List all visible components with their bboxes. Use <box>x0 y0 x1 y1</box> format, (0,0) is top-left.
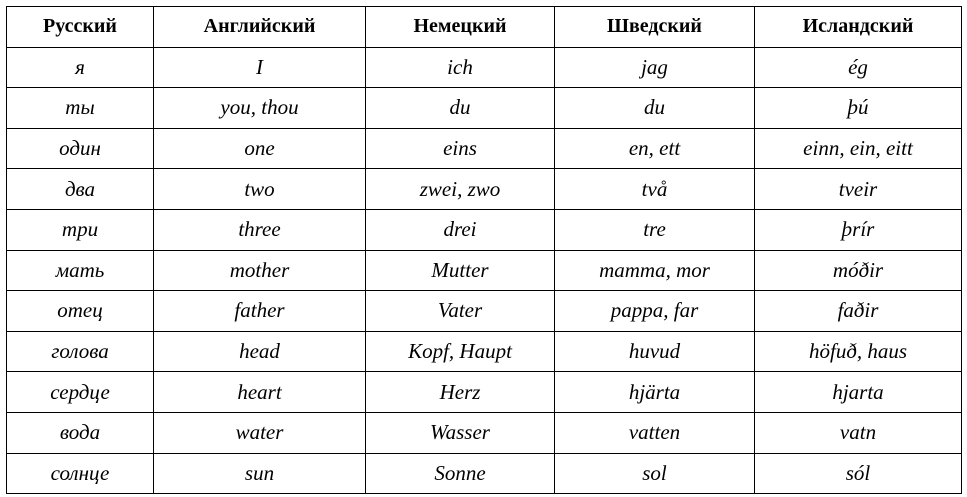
cell-english: I <box>154 47 366 88</box>
word-comparison-table-container <box>6 6 961 494</box>
cell-swedish: du <box>555 88 755 129</box>
cell-english: father <box>154 291 366 332</box>
cell-icelandic: móðir <box>755 250 962 291</box>
cell-german: ich <box>366 47 555 88</box>
cell-russian: вода <box>7 412 154 453</box>
cell-icelandic: hjarta <box>755 372 962 413</box>
cell-russian: три <box>7 209 154 250</box>
cell-swedish: pappa, far <box>555 291 755 332</box>
cell-swedish: huvud <box>555 331 755 372</box>
cell-german: zwei, zwo <box>366 169 555 210</box>
cell-russian: один <box>7 128 154 169</box>
cell-icelandic: faðir <box>755 291 962 332</box>
cell-german: Herz <box>366 372 555 413</box>
header-icelandic: Исландский <box>755 7 962 48</box>
table-row <box>7 372 962 413</box>
table-row <box>7 331 962 372</box>
cell-russian: сердце <box>7 372 154 413</box>
cell-english: heart <box>154 372 366 413</box>
cell-german: eins <box>366 128 555 169</box>
table-row <box>7 250 962 291</box>
cell-russian: голова <box>7 331 154 372</box>
header-swedish: Шведский <box>555 7 755 48</box>
cell-icelandic: vatn <box>755 412 962 453</box>
table-body <box>7 47 962 494</box>
cell-english: water <box>154 412 366 453</box>
table-row <box>7 453 962 494</box>
cell-russian: отец <box>7 291 154 332</box>
cell-german: Wasser <box>366 412 555 453</box>
header-english: Английский <box>154 7 366 48</box>
cell-german: Sonne <box>366 453 555 494</box>
table-row <box>7 47 962 88</box>
cell-german: du <box>366 88 555 129</box>
cell-icelandic: þrír <box>755 209 962 250</box>
cell-icelandic: einn, ein, eitt <box>755 128 962 169</box>
cell-swedish: två <box>555 169 755 210</box>
table-row <box>7 412 962 453</box>
cell-swedish: sol <box>555 453 755 494</box>
table-header <box>7 7 962 48</box>
table-row <box>7 209 962 250</box>
header-row <box>7 7 962 48</box>
cell-swedish: vatten <box>555 412 755 453</box>
cell-icelandic: tveir <box>755 169 962 210</box>
table-row <box>7 291 962 332</box>
cell-russian: солнце <box>7 453 154 494</box>
cell-german: Kopf, Haupt <box>366 331 555 372</box>
cell-english: two <box>154 169 366 210</box>
table-row <box>7 88 962 129</box>
cell-german: drei <box>366 209 555 250</box>
cell-icelandic: höfuð, haus <box>755 331 962 372</box>
cell-icelandic: ég <box>755 47 962 88</box>
cell-russian: я <box>7 47 154 88</box>
cell-german: Mutter <box>366 250 555 291</box>
cell-swedish: mamma, mor <box>555 250 755 291</box>
cell-swedish: hjärta <box>555 372 755 413</box>
table-row <box>7 169 962 210</box>
cell-swedish: tre <box>555 209 755 250</box>
cell-german: Vater <box>366 291 555 332</box>
word-comparison-table <box>6 6 962 494</box>
cell-english: sun <box>154 453 366 494</box>
cell-english: three <box>154 209 366 250</box>
table-row <box>7 128 962 169</box>
header-german: Немецкий <box>366 7 555 48</box>
cell-icelandic: þú <box>755 88 962 129</box>
cell-english: you, thou <box>154 88 366 129</box>
cell-russian: мать <box>7 250 154 291</box>
cell-english: head <box>154 331 366 372</box>
cell-russian: два <box>7 169 154 210</box>
cell-swedish: jag <box>555 47 755 88</box>
cell-swedish: en, ett <box>555 128 755 169</box>
cell-english: mother <box>154 250 366 291</box>
cell-russian: ты <box>7 88 154 129</box>
cell-icelandic: sól <box>755 453 962 494</box>
header-russian: Русский <box>7 7 154 48</box>
cell-english: one <box>154 128 366 169</box>
